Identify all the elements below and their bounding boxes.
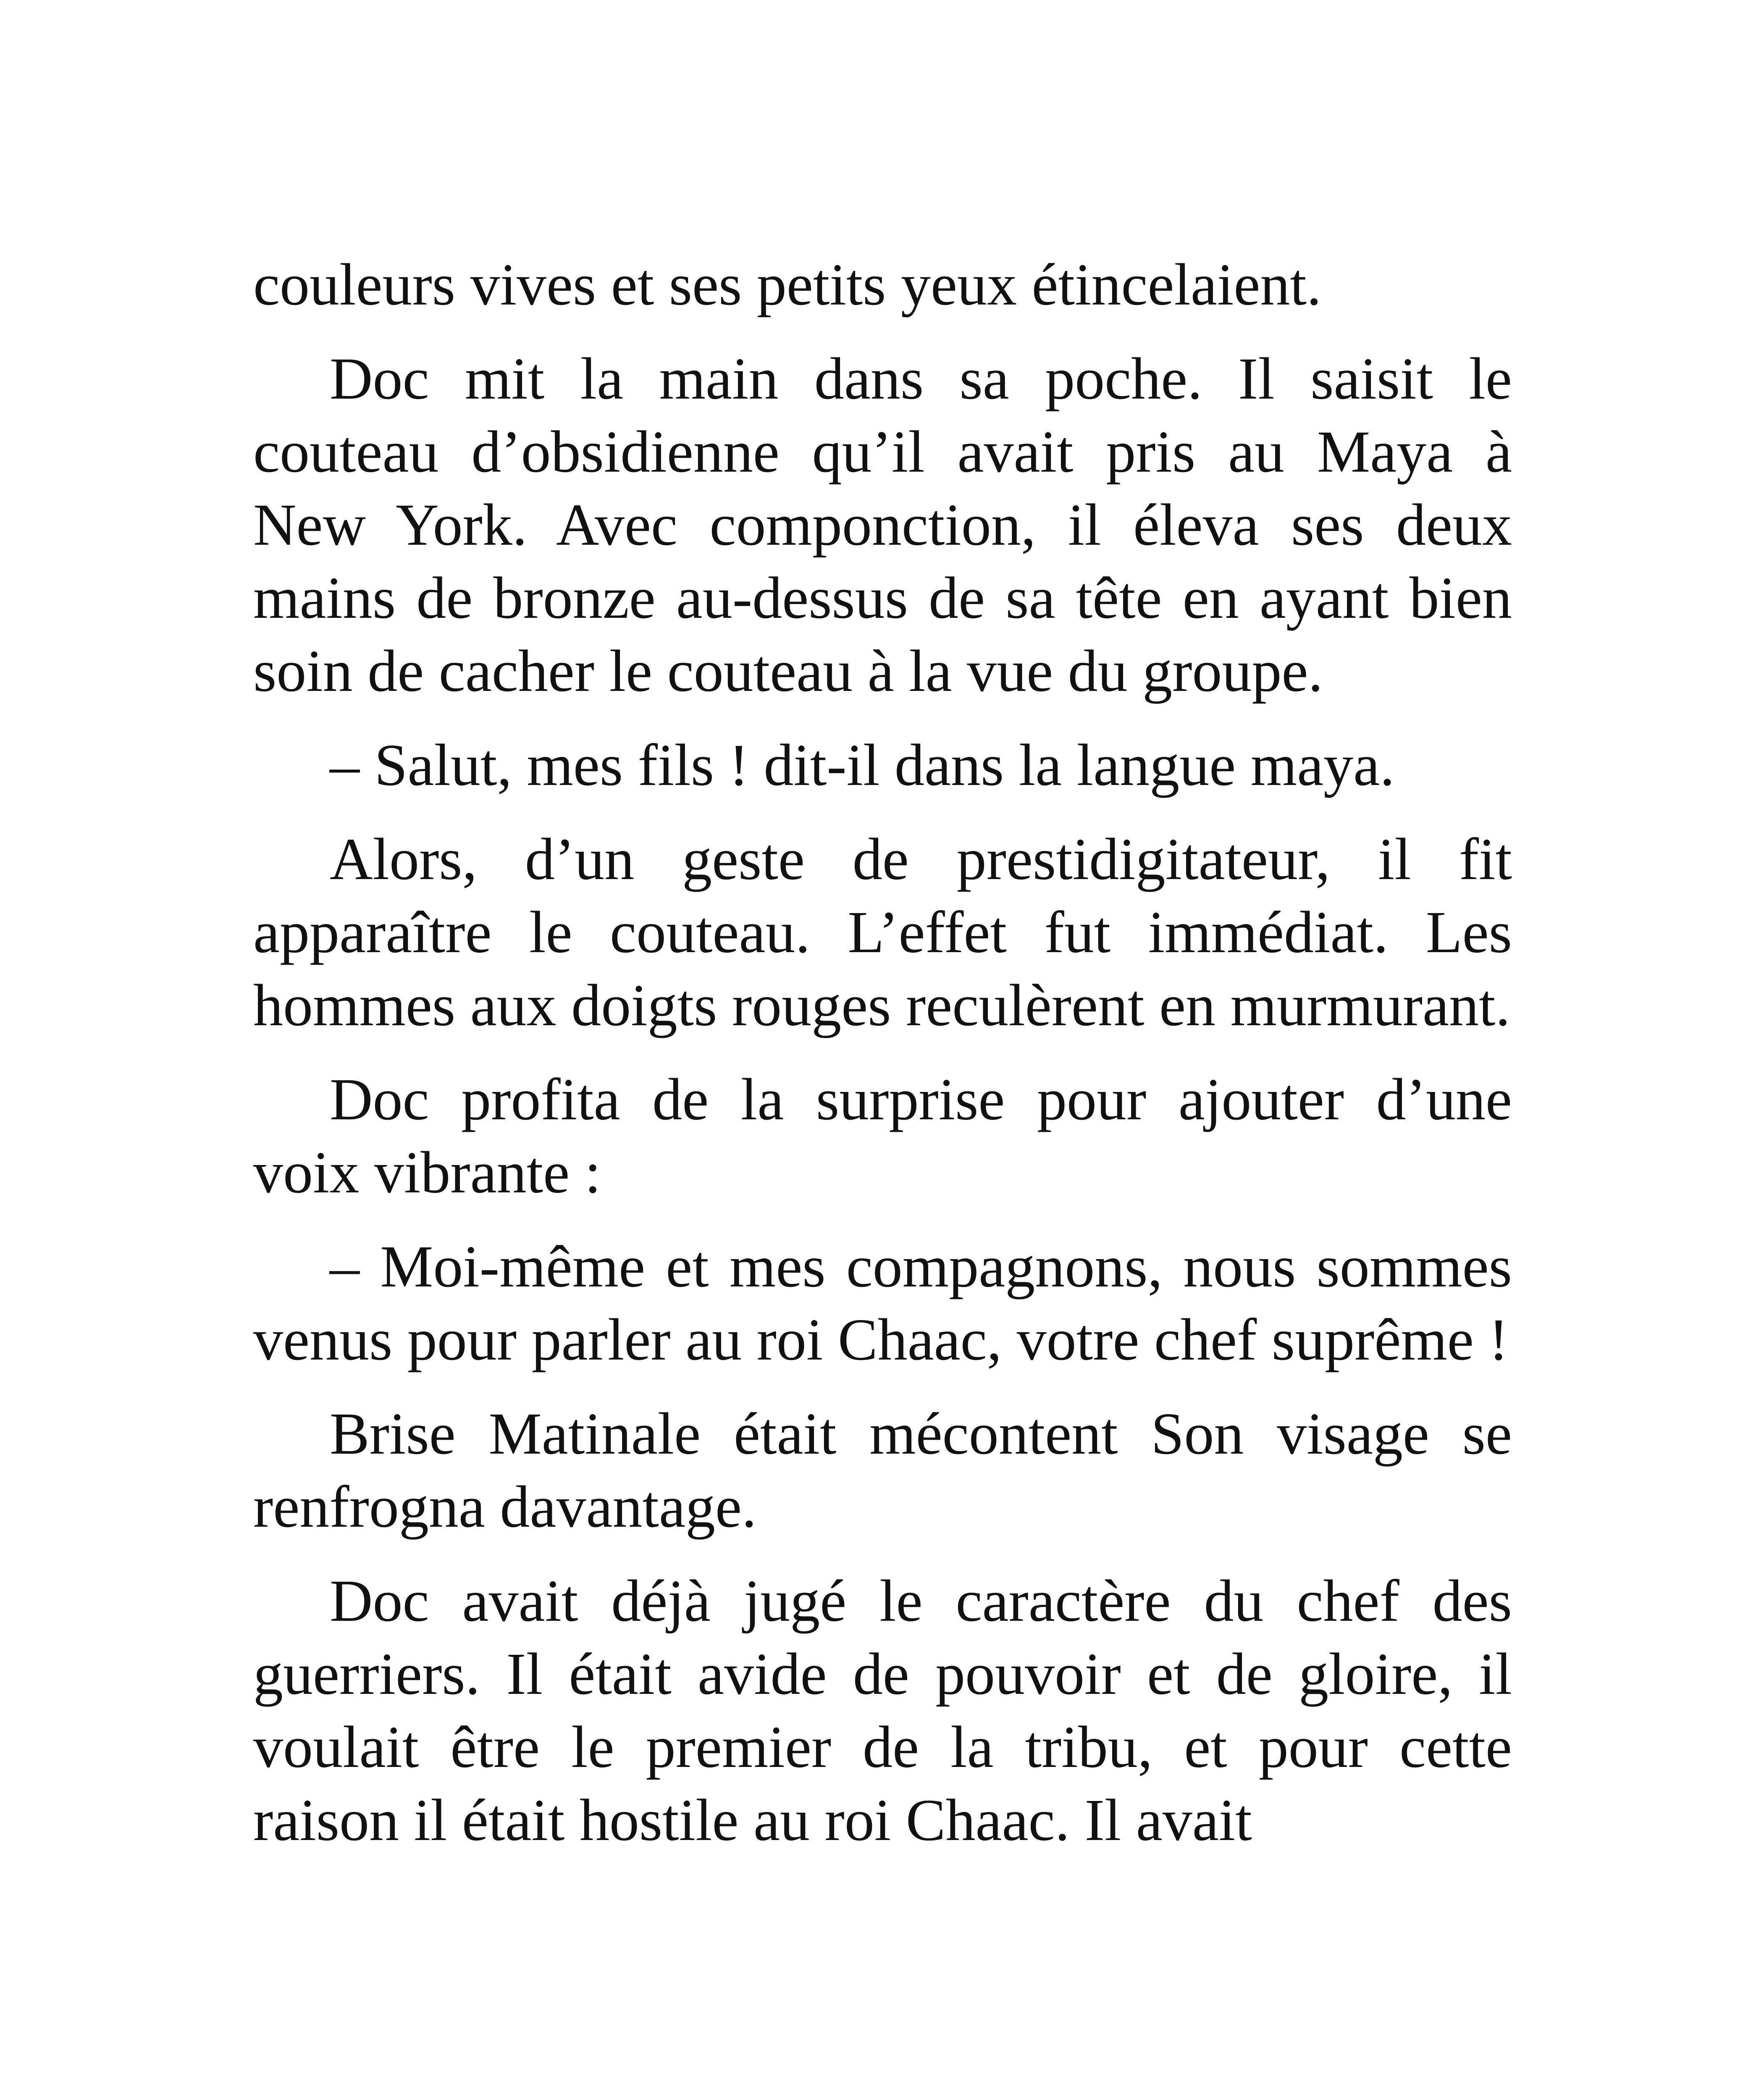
paragraph: Doc mit la main dans sa poche. Il saisit le couteau d’obsidienne qu’il avait pris au Maya à New York. Avec componction, il éleva ses deux mains de bronze au-dessus de sa tête en ayant bien soin de cacher le couteau à la vue du groupe.	[253, 345, 1512, 704]
dialogue-paragraph: – Moi-même et mes compagnons, nous sommes venus pour parler au roi Chaac, votre chef suprême !	[253, 1233, 1512, 1373]
paragraph: couleurs vives et ses petits yeux étincelaient.	[253, 251, 1322, 318]
page-body	[253, 248, 1512, 1877]
paragraph: Brise Matinale était mécontent Son visage se renfrogna davantage.	[253, 1400, 1512, 1540]
paragraph: Doc profita de la surprise pour ajouter d’une voix vibrante :	[253, 1066, 1512, 1205]
paragraph: Alors, d’un geste de prestidigitateur, il fit apparaître le couteau. L’effet fut immédiat. Les hommes aux doigts rouges reculèrent en murmurant.	[253, 826, 1512, 1038]
paragraph: Doc avait déjà jugé le caractère du chef des guerriers. Il était avide de pouvoir et de gloire, il voulait être le premier de la tribu, et pour cette raison il était hostile au roi Chaac. Il avait	[253, 1567, 1512, 1853]
dialogue-paragraph: – Salut, mes fils ! dit-il dans la langue maya.	[330, 732, 1395, 798]
